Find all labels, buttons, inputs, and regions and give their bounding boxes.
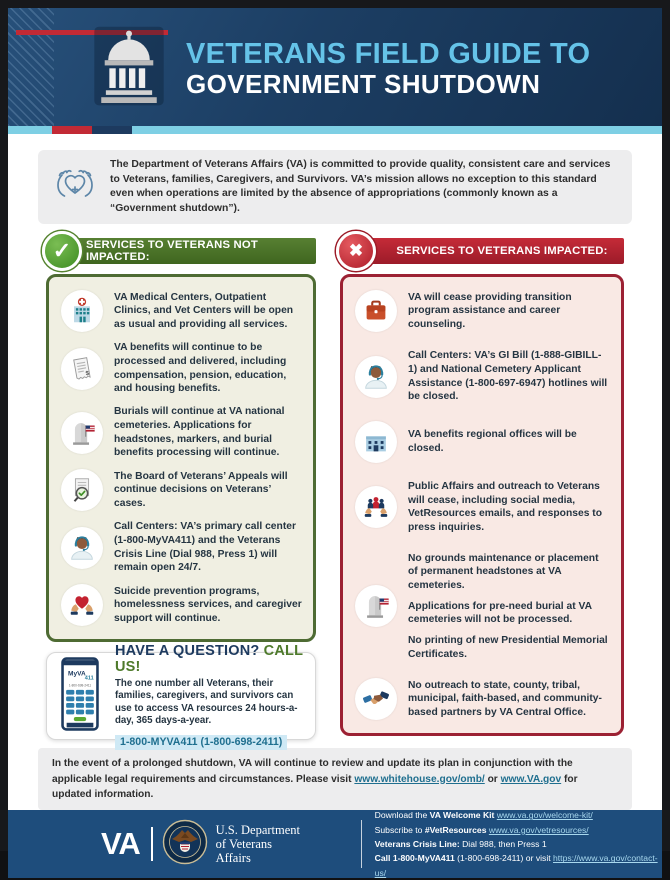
hands-holding-heart-icon: [61, 584, 103, 626]
bar-divider: [361, 820, 362, 868]
monument-icon: [92, 24, 166, 113]
whitehouse-omb-link[interactable]: www.whitehouse.gov/omb/: [354, 773, 485, 785]
x-circle-icon: ✖: [336, 231, 376, 271]
list-item: [355, 349, 610, 404]
infographic-page: [8, 8, 662, 878]
main-content: [8, 134, 662, 810]
question-card-body: The one number all Veterans, their families, caregivers, and survivors can use to access VA resources 24 hours-a-day, 365 days-a-year.: [115, 677, 298, 727]
list-item-text: No printing of new Presidential Memorial Certificates.: [408, 634, 608, 660]
contact-line: Download the VA Welcome Kit www.va.gov/welcome-kit/: [374, 810, 593, 821]
myva411-phone-number[interactable]: 1-800-MYVA411 (1-800-698-2411): [115, 735, 287, 750]
masthead: [8, 8, 662, 126]
list-item: [61, 520, 302, 575]
list-item: [355, 290, 610, 332]
footnote: [38, 748, 632, 810]
list-item: [61, 341, 302, 396]
list-item-text: VA benefits will continue to be processed and delivered, including compensation, pension, education, and housing benefits.: [114, 342, 287, 395]
headstone-flag-icon: [61, 412, 103, 454]
list-item-text: Applications for pre-need burial at VA cemeteries will not be processed.: [408, 600, 592, 626]
regional-office-icon: [355, 421, 397, 463]
not-impacted-card: [46, 274, 316, 642]
va-gov-link[interactable]: www.VA.gov: [500, 773, 562, 785]
footnote-text: In the event of a prolonged shutdown, VA will continue to review and update its plan in conjunction with the applicable legal requirements and circumstances. Please visit: [52, 758, 573, 785]
list-item-text: No outreach to state, county, tribal, municipal, faith-based, and community-based partners by VA Central Office.: [408, 679, 602, 719]
contact-line: Veterans Crisis Line: Dial 988, then Press 1: [374, 838, 547, 849]
bottom-bar: [8, 810, 662, 878]
outreach-people-icon: [355, 486, 397, 528]
svg-text:1-800-698-2411: 1-800-698-2411: [68, 683, 92, 688]
headstone-flag-icon: [355, 585, 397, 627]
impacted-heading: SERVICES TO VETERANS IMPACTED:: [358, 238, 624, 264]
page-title-line2: GOVERNMENT SHUTDOWN: [186, 68, 541, 99]
contact-info: [375, 808, 662, 880]
accent-navy-segment: [92, 126, 132, 134]
briefcase-icon: [355, 290, 397, 332]
list-item-text: Call Centers: VA’s GI Bill (1-888-GIBILL-1) and National Cemetery Applicant Assistance (1-800-697-6947) hotlines will be closed.: [408, 350, 608, 403]
accent-red-segment: [52, 126, 92, 134]
list-item-text: VA benefits regional offices will be closed.: [408, 429, 577, 454]
svg-text:MyVA: MyVA: [68, 670, 86, 678]
list-item-text: Public Affairs and outreach to Veterans will cease, including social media, VetResources emails, and responses to press inquiries.: [408, 480, 603, 533]
logo-divider: [151, 827, 153, 861]
list-item-text: VA will cease providing transition program assistance and career counseling.: [408, 291, 572, 331]
department-name: U.S. Department of Veterans Affairs: [215, 823, 301, 866]
list-item: [61, 405, 302, 460]
intro-box: [38, 150, 632, 224]
contact-us-link[interactable]: https://www.va.gov/contact-us/: [374, 853, 658, 878]
list-item: [61, 469, 302, 511]
list-item: [61, 290, 302, 332]
column-not-impacted: [46, 238, 316, 748]
va-logo: VA: [101, 826, 140, 862]
vetresources-link[interactable]: www.va.gov/vetresources/: [488, 824, 589, 835]
question-card-heading: HAVE A QUESTION? CALL US!: [115, 642, 303, 675]
footnote-text: or: [484, 773, 501, 785]
list-item: [355, 480, 610, 535]
check-circle-icon: ✓: [42, 231, 82, 271]
appeals-review-icon: [61, 469, 103, 511]
list-item: [355, 678, 610, 720]
accent-strip: [8, 126, 662, 134]
impacted-card: [340, 274, 624, 736]
question-card: [46, 642, 316, 748]
list-item-text: Burials will continue at VA national cemeteries. Applications for headstones, markers, and burial benefits processing will continue.: [114, 406, 285, 459]
list-item: [61, 584, 302, 626]
footnote-text: for updated information.: [52, 773, 578, 800]
list-item-text: Suicide prevention programs, homelessness services, and caregiver support will continue.: [114, 585, 302, 625]
intro-text: The Department of Veterans Affairs (VA) is committed to provide quality, consistent care and services to Veterans, families, Caregivers, and Survivors. VA’s mission allows no exception to this standard even when operations are limited by the absence of appropriations (commonly known as a “Government shutdown”).: [110, 159, 611, 214]
va-seal-icon: [162, 819, 208, 870]
call-center-operator-icon: [355, 356, 397, 398]
list-item: [355, 552, 610, 662]
myva411-phone-icon: [54, 657, 106, 736]
list-item-text: No grounds maintenance or placement of permanent headstones at VA cemeteries.: [408, 552, 599, 591]
benefits-receipt-icon: [61, 348, 103, 390]
contact-line: Subscribe to #VetResources www.va.gov/vetresources/: [374, 824, 589, 835]
medical-center-icon: [61, 290, 103, 332]
handshake-icon: [355, 678, 397, 720]
list-item: [355, 421, 610, 463]
list-item-text-group: [408, 552, 610, 662]
call-center-operator-icon: [61, 527, 103, 569]
hands-holding-heart-outline-icon: [52, 162, 98, 213]
not-impacted-heading: SERVICES TO VETERANS NOT IMPACTED:: [64, 238, 316, 264]
list-item-text: Call Centers: VA’s primary call center (1-800-MyVA411) and the Veterans Crisis Line (Dial 988, Press 1) will remain open 24/7.: [114, 521, 296, 574]
svg-text:$: $: [85, 369, 90, 378]
hatch-pattern: [8, 8, 54, 126]
list-item-text: VA Medical Centers, Outpatient Clinics, and Vet Centers will be open as usual and providing all services.: [114, 291, 294, 331]
welcome-kit-link[interactable]: www.va.gov/welcome-kit/: [496, 810, 593, 821]
list-item-text: The Board of Veterans’ Appeals will continue decisions on Veterans’ cases.: [114, 470, 288, 510]
svg-text:411: 411: [84, 675, 94, 682]
page-title-line1: VETERANS FIELD GUIDE TO: [186, 37, 591, 70]
contact-line: Call 1-800-MyVA411 (1-800-698-2411) or visit https://www.va.gov/contact-us/: [374, 853, 658, 878]
column-impacted: [340, 238, 624, 740]
